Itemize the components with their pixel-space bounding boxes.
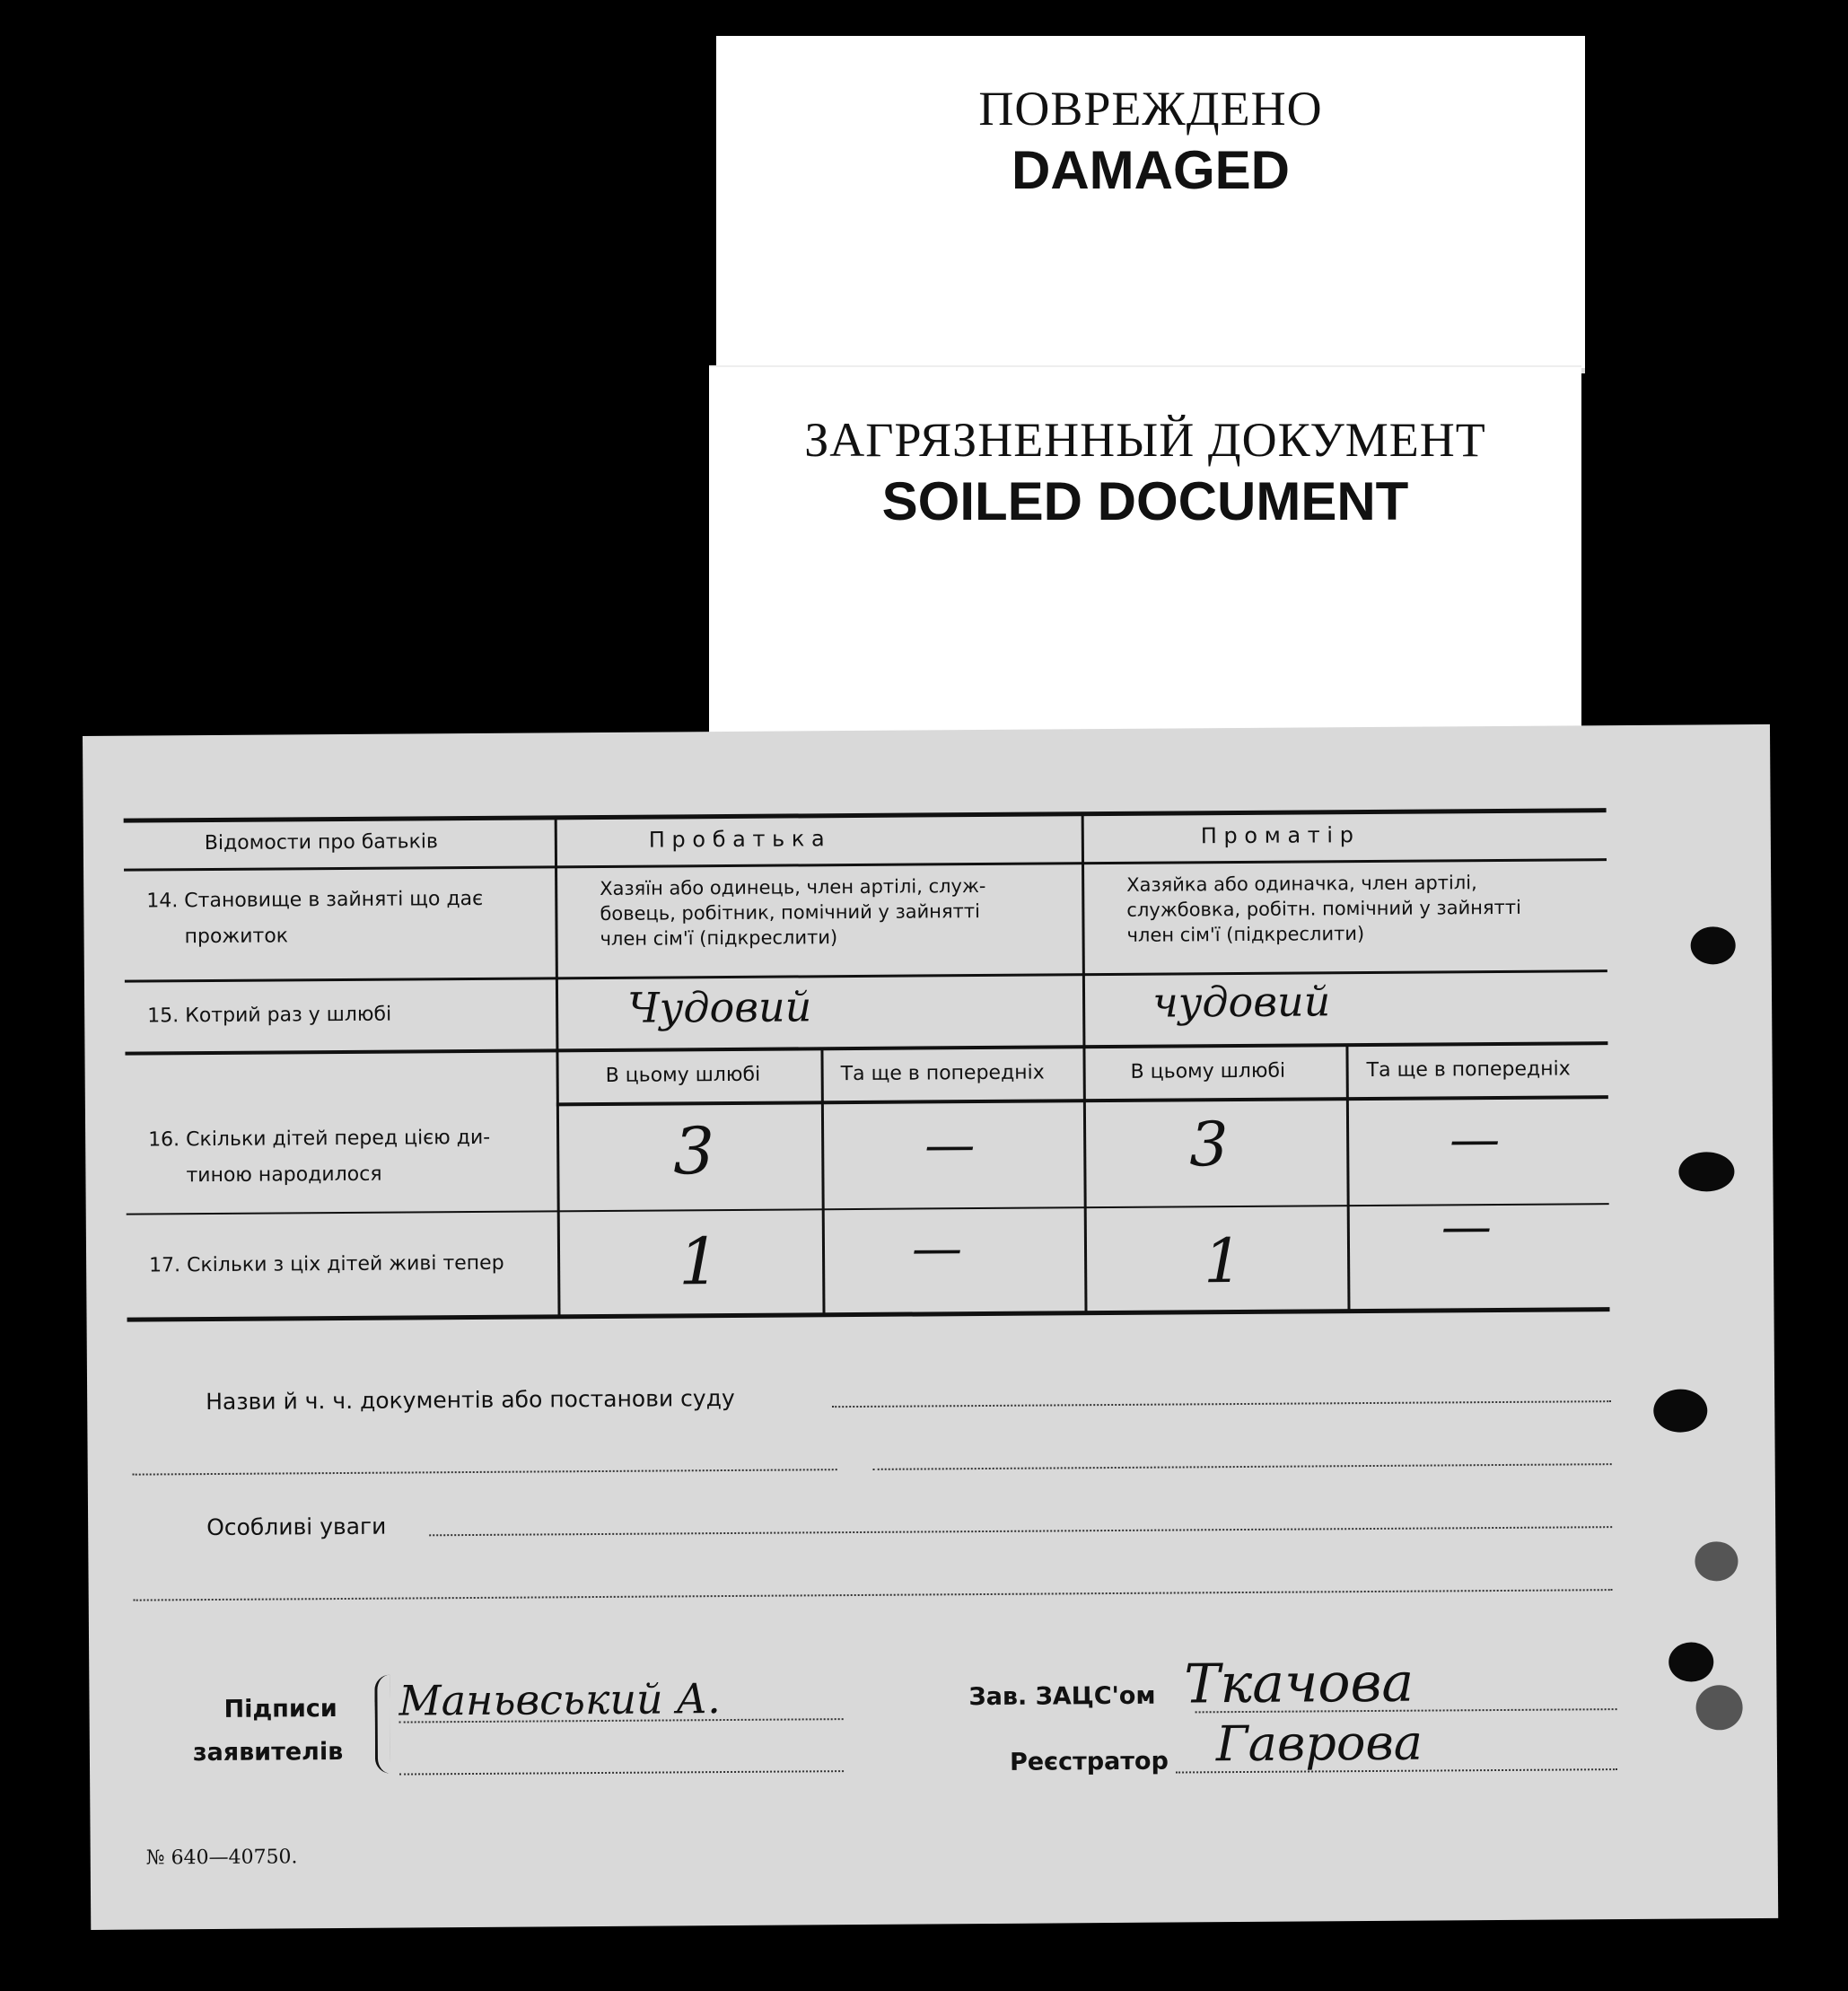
row14-label-line1: 14. Становище в зайняті що дає xyxy=(146,887,484,913)
col-divider-father xyxy=(820,1049,825,1314)
header-col2: П р о б а т ь к а xyxy=(648,826,825,853)
row14-mother-line2: службовка, робітн. помічний у зайнятті xyxy=(1126,896,1521,921)
row14-label-line2: прожиток xyxy=(184,925,289,949)
damaged-label-en: DAMAGED xyxy=(1012,140,1290,200)
father-previous-header: Та ще в попередніх xyxy=(840,1061,1045,1086)
registrar-signature: Гаврова xyxy=(1215,1714,1423,1773)
notes-line-2 xyxy=(134,1589,1613,1601)
row14-mother-line1: Хазяйка або одиначка, член артілі, xyxy=(1126,872,1477,896)
soiled-label-en: SOILED DOCUMENT xyxy=(881,471,1409,531)
table-top-rule xyxy=(124,808,1607,823)
signatures-label-line1: Підписи xyxy=(223,1695,337,1723)
documents-line-1 xyxy=(832,1400,1611,1408)
row16-father-prev: — xyxy=(924,1116,976,1175)
soiled-label-ru: ЗАГРЯЗНЕННЫЙ ДОКУМЕНТ xyxy=(804,413,1486,467)
documents-line-2b xyxy=(873,1463,1612,1470)
damaged-label-ru: ПОВРЕЖДЕНО xyxy=(978,82,1323,136)
row17-label: 17. Скільки з ціх дітей живі тепер xyxy=(149,1251,504,1277)
form-card xyxy=(83,724,1778,1930)
row16-rule xyxy=(127,1203,1609,1215)
notes-line-1 xyxy=(429,1526,1612,1536)
row17-mother-prev: — xyxy=(1441,1197,1493,1257)
punch-hole xyxy=(1691,926,1736,964)
punch-hole xyxy=(1653,1389,1707,1432)
row16-mother-this: 3 xyxy=(1188,1110,1229,1181)
header-rule xyxy=(124,858,1607,872)
row15-label: 15. Котрий раз у шлюбі xyxy=(147,1003,392,1028)
documents-line-2a xyxy=(133,1469,837,1475)
row14-father-line1: Хазяїн або одинець, член артілі, служ- xyxy=(600,874,986,899)
table-bottom-rule xyxy=(127,1307,1610,1322)
row15-rule xyxy=(125,1041,1607,1056)
row15-mother-value: чудовий xyxy=(1152,977,1331,1027)
row17-father-prev: — xyxy=(911,1219,963,1278)
row14-father-line3: член сім'ї (підкреслити) xyxy=(600,926,838,950)
row16-label-line2: тиною народилося xyxy=(186,1162,382,1188)
soiled-label-card xyxy=(709,365,1581,744)
col-divider-mother xyxy=(1345,1046,1350,1311)
damaged-label-card xyxy=(716,36,1585,368)
head-office-label: Зав. ЗАЦС'ом xyxy=(968,1681,1156,1712)
mother-this-marriage-header: В цьому шлюбі xyxy=(1130,1059,1286,1083)
row14-father-line2: бовець, робітник, помічний у зайнятті xyxy=(600,900,981,925)
row15-father-value: Чудовий xyxy=(626,982,812,1032)
print-number: № 640—40750. xyxy=(145,1846,298,1870)
punch-hole xyxy=(1695,1685,1742,1730)
header-col1: Відомости про батьків xyxy=(204,830,439,855)
row16-father-this: 3 xyxy=(672,1113,715,1189)
col-divider-1 xyxy=(555,818,561,1316)
row14-mother-line3: член сім'ї (підкреслити) xyxy=(1126,923,1365,946)
row14-rule xyxy=(125,969,1607,983)
signatures-brace xyxy=(374,1675,390,1774)
head-office-signature: Ткачова xyxy=(1184,1651,1414,1716)
punch-hole xyxy=(1695,1541,1738,1581)
applicant-signature: Маньвський А. xyxy=(399,1674,721,1725)
header-col3: П р о м а т і р xyxy=(1200,822,1353,849)
father-this-marriage-header: В цьому шлюбі xyxy=(605,1063,761,1087)
documents-label: Назви й ч. ч. документів або постанови суду xyxy=(206,1384,735,1416)
row16-label-line1: 16. Скільки дітей перед цією ди- xyxy=(148,1126,491,1152)
mother-previous-header: Та ще в попередніх xyxy=(1366,1057,1571,1083)
signatures-label-line2: заявителів xyxy=(192,1738,344,1767)
col-divider-2 xyxy=(1082,814,1088,1312)
row17-father-this: 1 xyxy=(678,1224,721,1300)
notes-label: Особливі уваги xyxy=(206,1513,387,1541)
registrar-label: Реєстратор xyxy=(1009,1747,1169,1776)
row16-mother-prev: — xyxy=(1449,1110,1501,1170)
row17-mother-this: 1 xyxy=(1203,1225,1243,1298)
applicant-signature-line-2 xyxy=(399,1770,844,1775)
punch-hole xyxy=(1668,1642,1713,1681)
punch-hole xyxy=(1678,1152,1734,1191)
